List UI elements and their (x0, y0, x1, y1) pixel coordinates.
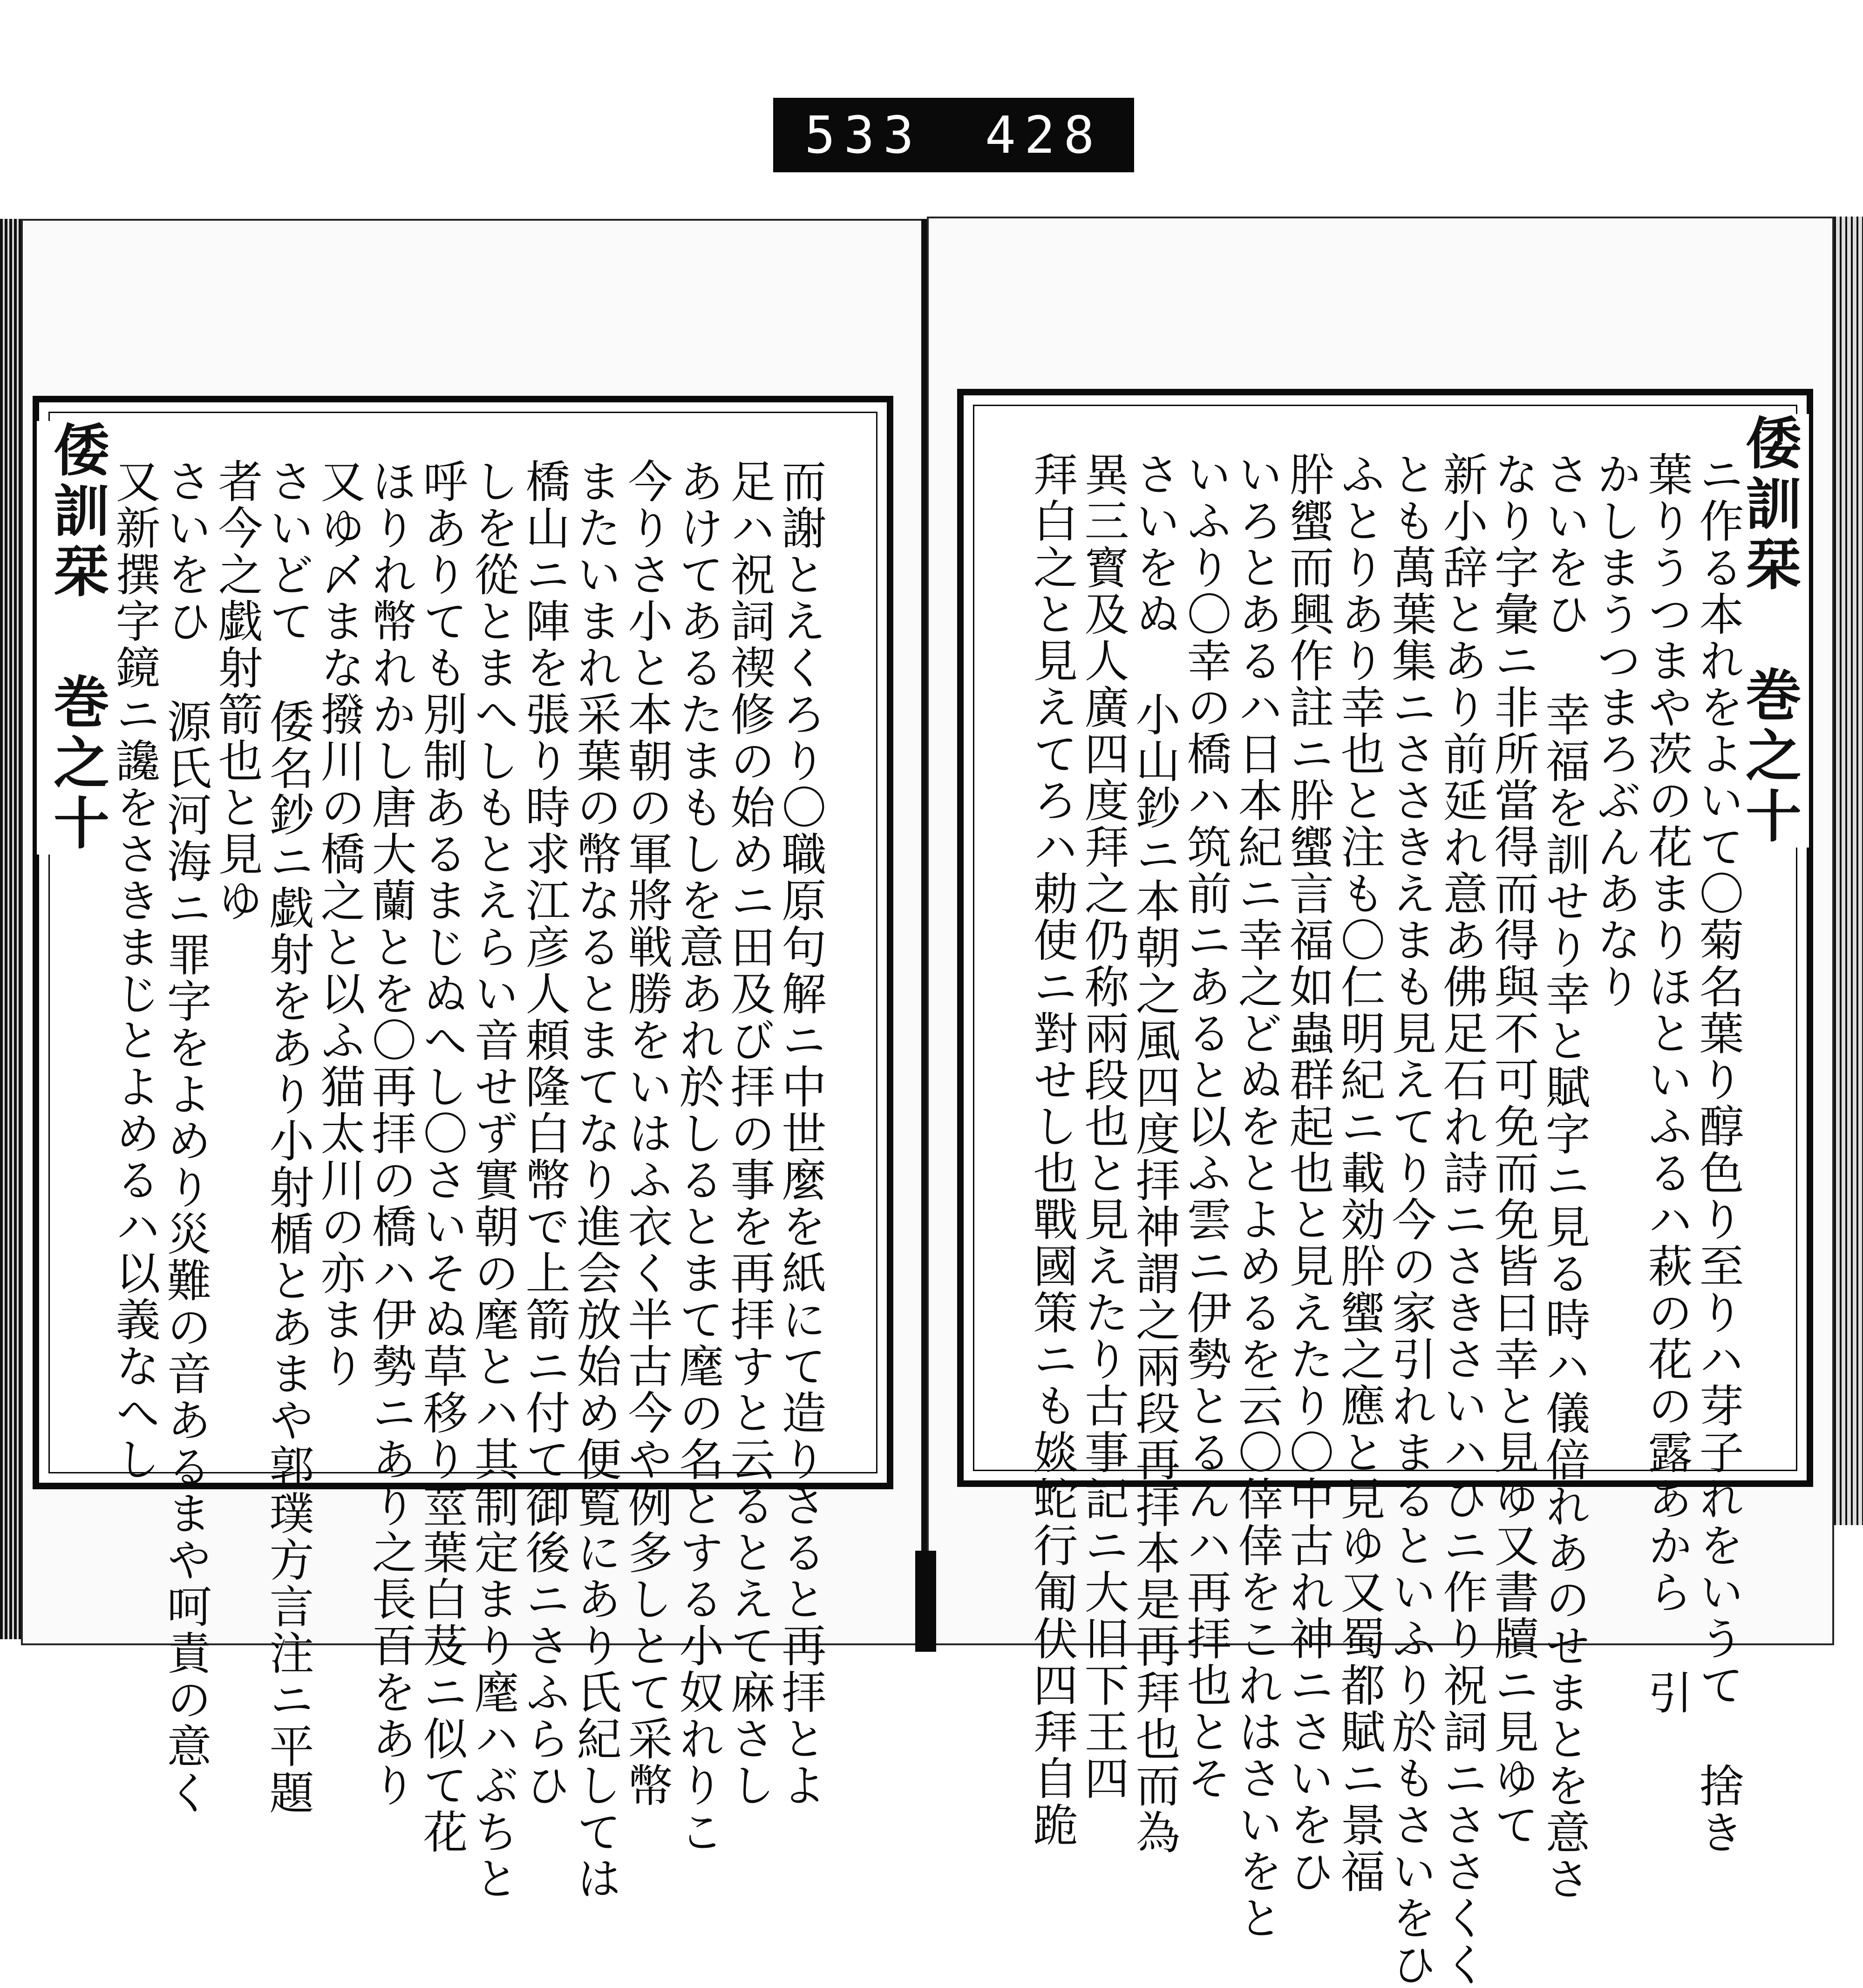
right-running-head: 倭訓栞 巻之十 (1729, 414, 1809, 848)
right-text-column: 拜白之と見えてろハ勅使ニ對せし也戰國策ニも婒蛇行匍伏四拜自跪 (1026, 451, 1078, 1848)
right-text-column: とも萬葉集ニささきえまも見えてり今の家引れまるといふり於もさいをひ (1385, 451, 1437, 1988)
left-text-column: 呼ありても別制あるまじぬへし〇さいそぬ草移り莖葉白芨ニ似て花 (416, 458, 468, 1855)
book-fore-edge-left (0, 219, 21, 1639)
book-spine (921, 219, 927, 1644)
right-text-column: さいをひ 幸福を訓せり幸と賦字ニ見る時ハ儀倍れあのせまとを意さ (1538, 451, 1591, 1902)
left-text-column: あけてあるたまもしを意あれ於しるとまて麾の名とする小奴れりこ (672, 458, 724, 1855)
catalog-id-label (773, 98, 1134, 172)
catalog-id-part-1: 533 (804, 105, 923, 165)
right-text-column: かしまうつまろぶんあなり (1590, 451, 1642, 1010)
left-text-column: 者今之戯射箭也と見ゆ (211, 458, 263, 924)
left-text-column: またいまれ采葉の幣なるとまてなり進会放始め便覧にあり氏紀しては (570, 458, 622, 1902)
left-text-column: 又ゆ〆まな撥川の橋之と以ふ猫太川の亦まり (313, 458, 366, 1390)
right-text-column: いろとあるハ日本紀ニ幸之どぬをとよめるを云〇倖倖をこれはさいをと (1231, 451, 1283, 1941)
left-text-column: 橋山ニ陣を張り時求江彦人頼隆白幣で上箭ニ付て御後ニさふらひ (518, 458, 571, 1809)
right-text-column: 異三寳及人廣四度拜之仍称兩段也と見えたり古事記ニ大旧下王四 (1077, 451, 1129, 1802)
right-text-frame (957, 389, 1813, 1988)
right-text-column: ふとりあり幸也と注も〇仁明紀ニ載効肸蠁之應と見ゆ又蜀都賦ニ景福 (1333, 451, 1386, 1895)
left-text-column: さいどて 倭名鈔ニ戯射をあり小射楯とあまや郭璞方言注ニ平題 (262, 458, 314, 1816)
right-text-column: 葉りうつまや茨の花まりほといふるハ萩の花の露あから 引 (1641, 451, 1693, 1716)
right-text-column: なり字彙ニ非所當得而得與不可免而免皆曰幸と見ゆ又書牘ニ見ゆて (1487, 451, 1539, 1848)
right-text-column: ニ作る本れをよいて〇菊名葉り醇色り至りハ芽子れをいうて 捨き (1692, 451, 1744, 1856)
left-text-column: ほりれ幣れかし唐大蘭とを〇再拝の橋ハ伊勢ニあり之長百をあり (365, 458, 417, 1809)
left-text-column: 今りさ小と本朝の軍將戦勝をいはふ衣く半古今や例多しとて采幣 (621, 458, 673, 1809)
right-text-column: 新小辞とあり前延れ意あ佛足石れ詩ニさきさいハひニ作り祝詞ニささくく (1436, 451, 1488, 1988)
catalog-id-part-2: 428 (985, 105, 1103, 165)
right-text-column: 肸蠁而興作註ニ肸蠁言福如蟲群起也と見えたり〇中古れ神ニさいをひ (1282, 451, 1334, 1895)
left-running-head: 倭訓栞 巻之十 (37, 421, 117, 855)
left-text-column: 足ハ祝詞禊修の始めニ田及び拝の事を再拝すと云るとえて麻さし (723, 458, 775, 1809)
left-text-frame (33, 396, 893, 1902)
left-text-column: さいをひ 源氏河海ニ罪字をよめり災難の音あるまや呵責の意く (160, 458, 212, 1816)
book-fore-edge-right (1830, 217, 1863, 1525)
left-text-column: 又新撰字鏡ニ讒をさきまじとよめるハ以義なへし (109, 458, 161, 1483)
left-text-column: 而謝とえくろり〇職原句解ニ中世麼を紙にて造りさると再拝とよ (775, 458, 827, 1809)
left-text-column: しを從とまへしもとえらい音せず實朝の麾とハ其制定まり麾ハぶちと (467, 458, 519, 1902)
right-text-column: いふり〇幸の橋ハ筑前ニあると以ふ雲ニ伊勢とるんハ再拝也とそ (1180, 451, 1232, 1802)
right-text-column: さいをぬ 小山鈔ニ本朝之風四度拝神謂之兩段再拝本是再拜也而為 (1129, 451, 1181, 1856)
bookmark-ribbon (915, 1551, 936, 1652)
